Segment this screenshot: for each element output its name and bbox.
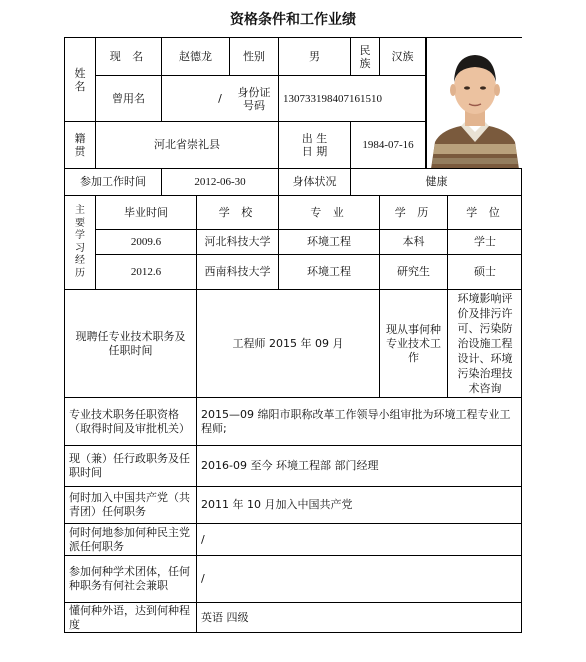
education-row-2-level: 研究生: [380, 255, 448, 290]
education-header-major: 专 业: [279, 196, 380, 230]
education-header-degree-level: 学 历: [380, 196, 448, 230]
current-position-value: 工程师 2015 年 09 月: [197, 290, 380, 398]
language-label: 懂何种外语，达到何种程度: [65, 603, 197, 633]
page-title: 资格条件和工作业绩: [230, 12, 356, 28]
language-value: 英语 四级: [201, 611, 249, 624]
party-value: 2011 年 10 月加入中国共产党: [197, 487, 522, 524]
gender-value: 男: [279, 38, 351, 76]
education-row-2-major: 环境工程: [279, 255, 380, 290]
current-name-value: 赵德龙: [162, 38, 230, 76]
origin-value: 河北省崇礼县: [96, 122, 279, 169]
former-name-value: /: [162, 76, 279, 122]
work-start-value: 2012-06-30: [162, 169, 279, 196]
education-row-1-date: 2009.6: [96, 230, 197, 255]
current-name-label: 现 名: [96, 38, 162, 76]
former-name-label: 曾用名: [96, 76, 162, 122]
education-row-2-date: 2012.6: [96, 255, 197, 290]
professional-field-label: 现从事何种专业技术工作: [380, 290, 448, 398]
democratic-party-value: /: [197, 524, 522, 556]
qualification-value: 2015—09 绵阳市职称改革工作领导小组审批为环境工程专业工程师;: [197, 398, 522, 446]
name-section-label: 姓 名: [65, 38, 96, 122]
admin-post-label: 现（兼）任行政职务及任职时间: [65, 446, 197, 487]
academic-groups-value: /: [197, 556, 522, 603]
ethnicity-value: 汉族: [380, 38, 426, 76]
current-position-label: 现聘任专业技术职务及任职时间: [65, 290, 197, 398]
education-row-1-major: 环境工程: [279, 230, 380, 255]
birth-date-value: 1984-07-16: [351, 122, 426, 169]
portrait-photo-icon: [427, 38, 522, 169]
education-label: 主 要 学 习 经 历: [65, 196, 96, 290]
education-header-degree: 学 位: [448, 196, 522, 230]
portrait-photo: [426, 38, 522, 169]
origin-label: 籍 贯: [65, 122, 96, 169]
health-label: 身体状况: [279, 169, 351, 196]
education-row-1-level: 本科: [380, 230, 448, 255]
professional-field-value: 环境影响评价及排污许可、污染防治设施工程设计、环境污染治理技术咨询: [448, 290, 522, 398]
qualification-label: 专业技术职务任职资格（取得时间及审批机关）: [65, 398, 197, 446]
id-number-value: 130733198407161510: [279, 76, 426, 122]
health-value: 健康: [351, 169, 522, 196]
gender-label: 性别: [230, 38, 279, 76]
academic-groups-label: 参加何种学术团体，任何种职务有何社会兼职: [65, 556, 197, 603]
party-label: 何时加入中国共产党（共青团）任何职务: [65, 487, 197, 524]
education-row-1-school: 河北科技大学: [197, 230, 279, 255]
birth-date-label: 出 生 日 期: [279, 122, 351, 169]
democratic-party-label: 何时何地参加何种民主党派任何职务: [65, 524, 197, 556]
work-start-label: 参加工作时间: [65, 169, 162, 196]
id-number-label: 身份证 号码: [230, 76, 279, 122]
education-header-school: 学 校: [197, 196, 279, 230]
education-header-graduation: 毕业时间: [96, 196, 197, 230]
education-row-2-school: 西南科技大学: [197, 255, 279, 290]
education-row-2-degree: 硕士: [448, 255, 522, 290]
ethnicity-label: 民 族: [351, 38, 380, 76]
education-row-1-degree: 学士: [448, 230, 522, 255]
qualification-form: [64, 37, 522, 633]
admin-post-value: 2016-09 至今 环境工程部 部门经理: [197, 446, 522, 487]
